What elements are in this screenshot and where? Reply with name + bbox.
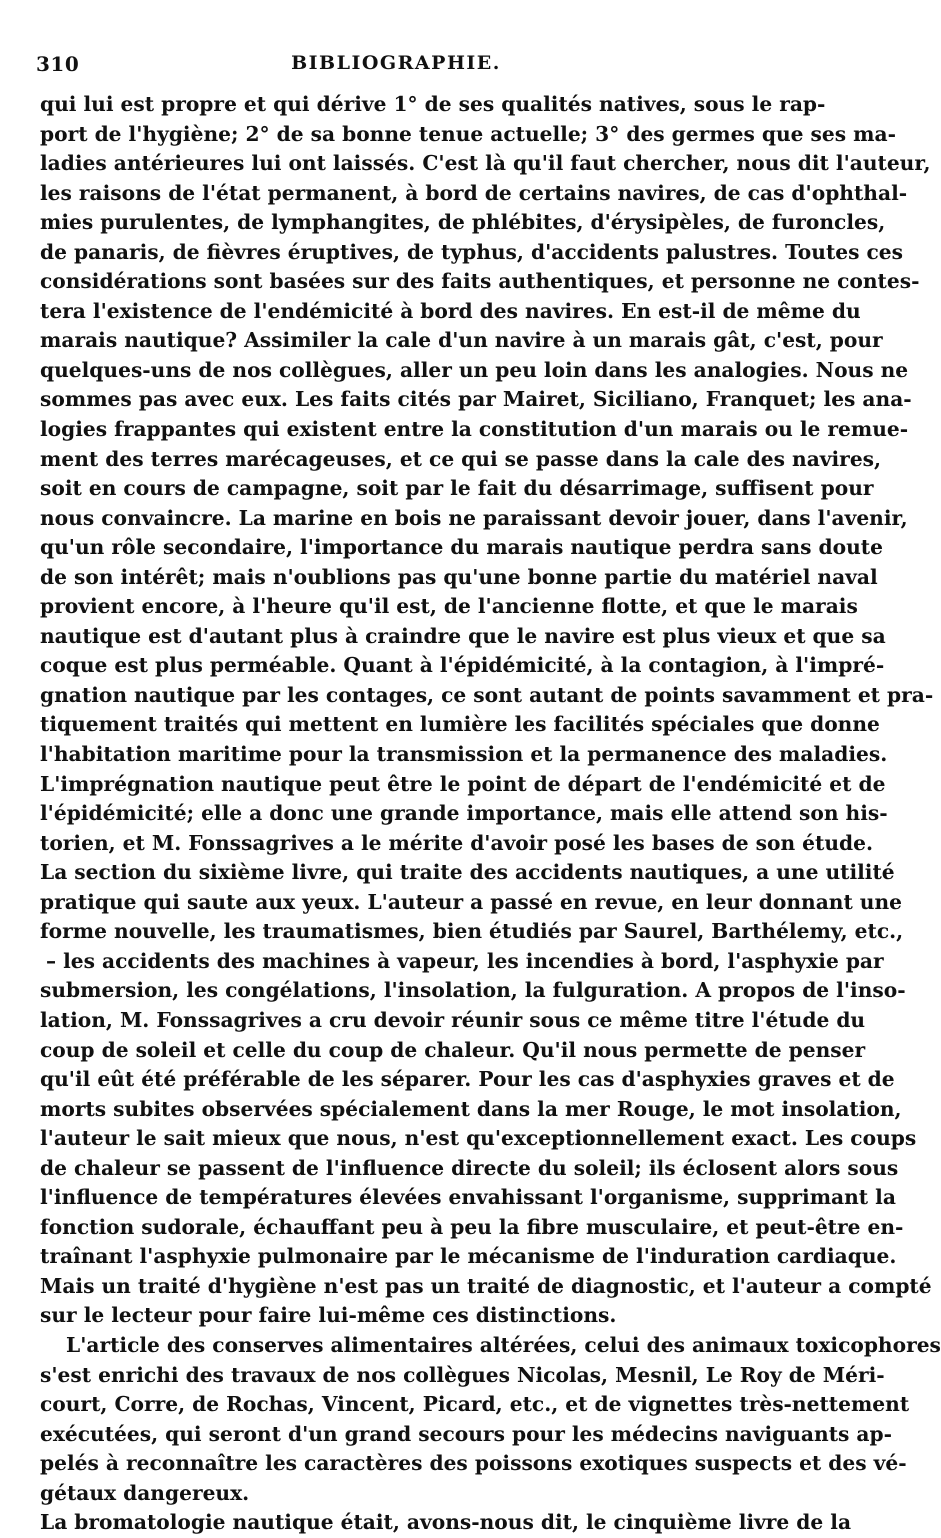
text-line: quelques-uns de nos collègues, aller un peu loin dans les analogies. Nous ne: [40, 357, 909, 382]
text-line: l'auteur le sait mieux que nous, n'est qu'exceptionnellement exact. Les coups: [40, 1126, 917, 1151]
text-line: qui lui est propre et qui dérive 1° de ses qualités natives, sous le rap-: [40, 92, 826, 116]
text-line: tera l'existence de l'endémicité à bord des navires. En est-il de même du: [40, 298, 861, 323]
text-line: port de l'hygiène; 2° de sa bonne tenue actuelle; 3° des germes que ses ma-: [40, 121, 896, 146]
page-number: 310: [36, 52, 80, 76]
text-line: Mais un traité d'hygiène n'est pas un traité de diagnostic, et l'auteur a compté: [40, 1273, 932, 1298]
text-line: considérations sont basées sur des faits authentiques, et personne ne contes-: [40, 269, 920, 294]
text-line: sur le lecteur pour faire lui-même ces distinctions.: [40, 1303, 617, 1328]
text-line: logies frappantes qui existent entre la constitution d'un marais ou le remue-: [40, 417, 909, 442]
running-title: BIBLIOGRAPHIE.: [291, 52, 501, 74]
text-line: ladies antérieures lui ont laissés. C'est là qu'il faut chercher, nous dit l'auteur,: [40, 151, 931, 176]
text-line: coque est plus perméable. Quant à l'épidémicité, à la contagion, à l'impré-: [40, 653, 885, 678]
text-line: pelés à reconnaître les caractères des poissons exotiques suspects et des vé-: [40, 1451, 907, 1476]
text-line: qu'un rôle secondaire, l'importance du marais nautique perdra sans doute: [40, 535, 883, 560]
text-line: sommes pas avec eux. Les faits cités par Mairet, Siciliano, Franquet; les ana-: [40, 387, 912, 412]
text-line: mies purulentes, de lymphangites, de phlébites, d'érysipèles, de furoncles,: [40, 210, 886, 235]
text-line: les raisons de l'état permanent, à bord de certains navires, de cas d'ophthal-: [40, 180, 908, 205]
text-line: de son intérêt; mais n'oublions pas qu'une bonne partie du matériel naval: [40, 564, 878, 589]
text-line: s'est enrichi des travaux de nos collègues Nicolas, Mesnil, Le Roy de Méri-: [40, 1362, 885, 1387]
text-line: La bromatologie nautique était, avons-nous dit, le cinquième livre de la: [40, 1510, 852, 1535]
text-line: gnation nautique par les contages, ce sont autant de points savamment et pra-: [40, 682, 934, 707]
text-line: coup de soleil et celle du coup de chaleur. Qu'il nous permette de penser: [40, 1037, 866, 1062]
text-line: pratique qui saute aux yeux. L'auteur a passé en revue, en leur donnant une: [40, 889, 903, 914]
text-line: l'influence de températures élevées envahissant l'organisme, supprimant la: [40, 1185, 896, 1210]
text-line: torien, et M. Fonssagrives a le mérite d'avoir posé les bases de son étude.: [40, 830, 873, 855]
text-line: – les accidents des machines à vapeur, les incendies à bord, l'asphyxie par: [46, 948, 884, 973]
text-line: lation, M. Fonssagrives a cru devoir réunir sous ce même titre l'étude du: [40, 1007, 866, 1032]
text-line: de panaris, de fièvres éruptives, de typhus, d'accidents palustres. Toutes ces: [40, 239, 904, 264]
text-line: court, Corre, de Rochas, Vincent, Picard, etc., et de vignettes très-nettement: [40, 1392, 910, 1417]
text-line: soit en cours de campagne, soit par le fait du désarrimage, suffisent pour: [40, 476, 874, 501]
text-line: l'épidémicité; elle a donc une grande importance, mais elle attend son his-: [40, 801, 888, 826]
text-line: nous convaincre. La marine en bois ne paraissant devoir jouer, dans l'avenir,: [40, 505, 908, 530]
text-line: traînant l'asphyxie pulmonaire par le mécanisme de l'induration cardiaque.: [40, 1244, 897, 1269]
text-line: L'imprégnation nautique peut être le point de départ de l'endémicité et de: [40, 771, 886, 796]
text-line: tiquement traités qui mettent en lumière les facilités spéciales que donne: [40, 712, 880, 737]
text-line: de chaleur se passent de l'influence directe du soleil; ils éclosent alors sous: [40, 1155, 899, 1180]
text-line: marais nautique? Assimiler la cale d'un navire à un marais gât, c'est, pour: [40, 328, 883, 353]
text-line: nautique est d'autant plus à craindre que le navire est plus vieux et que sa: [40, 623, 886, 648]
text-line: gétaux dangereux.: [40, 1480, 250, 1505]
text-line: fonction sudorale, échauffant peu à peu la fibre musculaire, et peut-être en-: [40, 1214, 904, 1239]
text-line: l'habitation maritime pour la transmission et la permanence des maladies.: [40, 742, 888, 767]
text-line: qu'il eût été préférable de les séparer. Pour les cas d'asphyxies graves et de: [40, 1067, 895, 1092]
text-line: submersion, les congélations, l'insolation, la fulguration. A propos de l'inso-: [40, 978, 906, 1003]
text-line: provient encore, à l'heure qu'il est, de l'ancienne flotte, et que le marais: [40, 594, 858, 619]
text-line: ment des terres marécageuses, et ce qui se passe dans la cale des navires,: [40, 446, 882, 471]
text-line: L'article des conserves alimentaires altérées, celui des animaux toxicophores: [66, 1332, 941, 1357]
page-header: [36, 52, 756, 82]
text-line: morts subites observées spécialement dans la mer Rouge, le mot insolation,: [40, 1096, 902, 1121]
body-text: [40, 90, 941, 1538]
text-line: forme nouvelle, les traumatismes, bien étudiés par Saurel, Barthélemy, etc.,: [40, 919, 904, 944]
text-line: exécutées, qui seront d'un grand secours pour les médecins naviguants ap-: [40, 1421, 892, 1446]
text-line: La section du sixième livre, qui traite des accidents nautiques, a une utilité: [40, 860, 895, 885]
